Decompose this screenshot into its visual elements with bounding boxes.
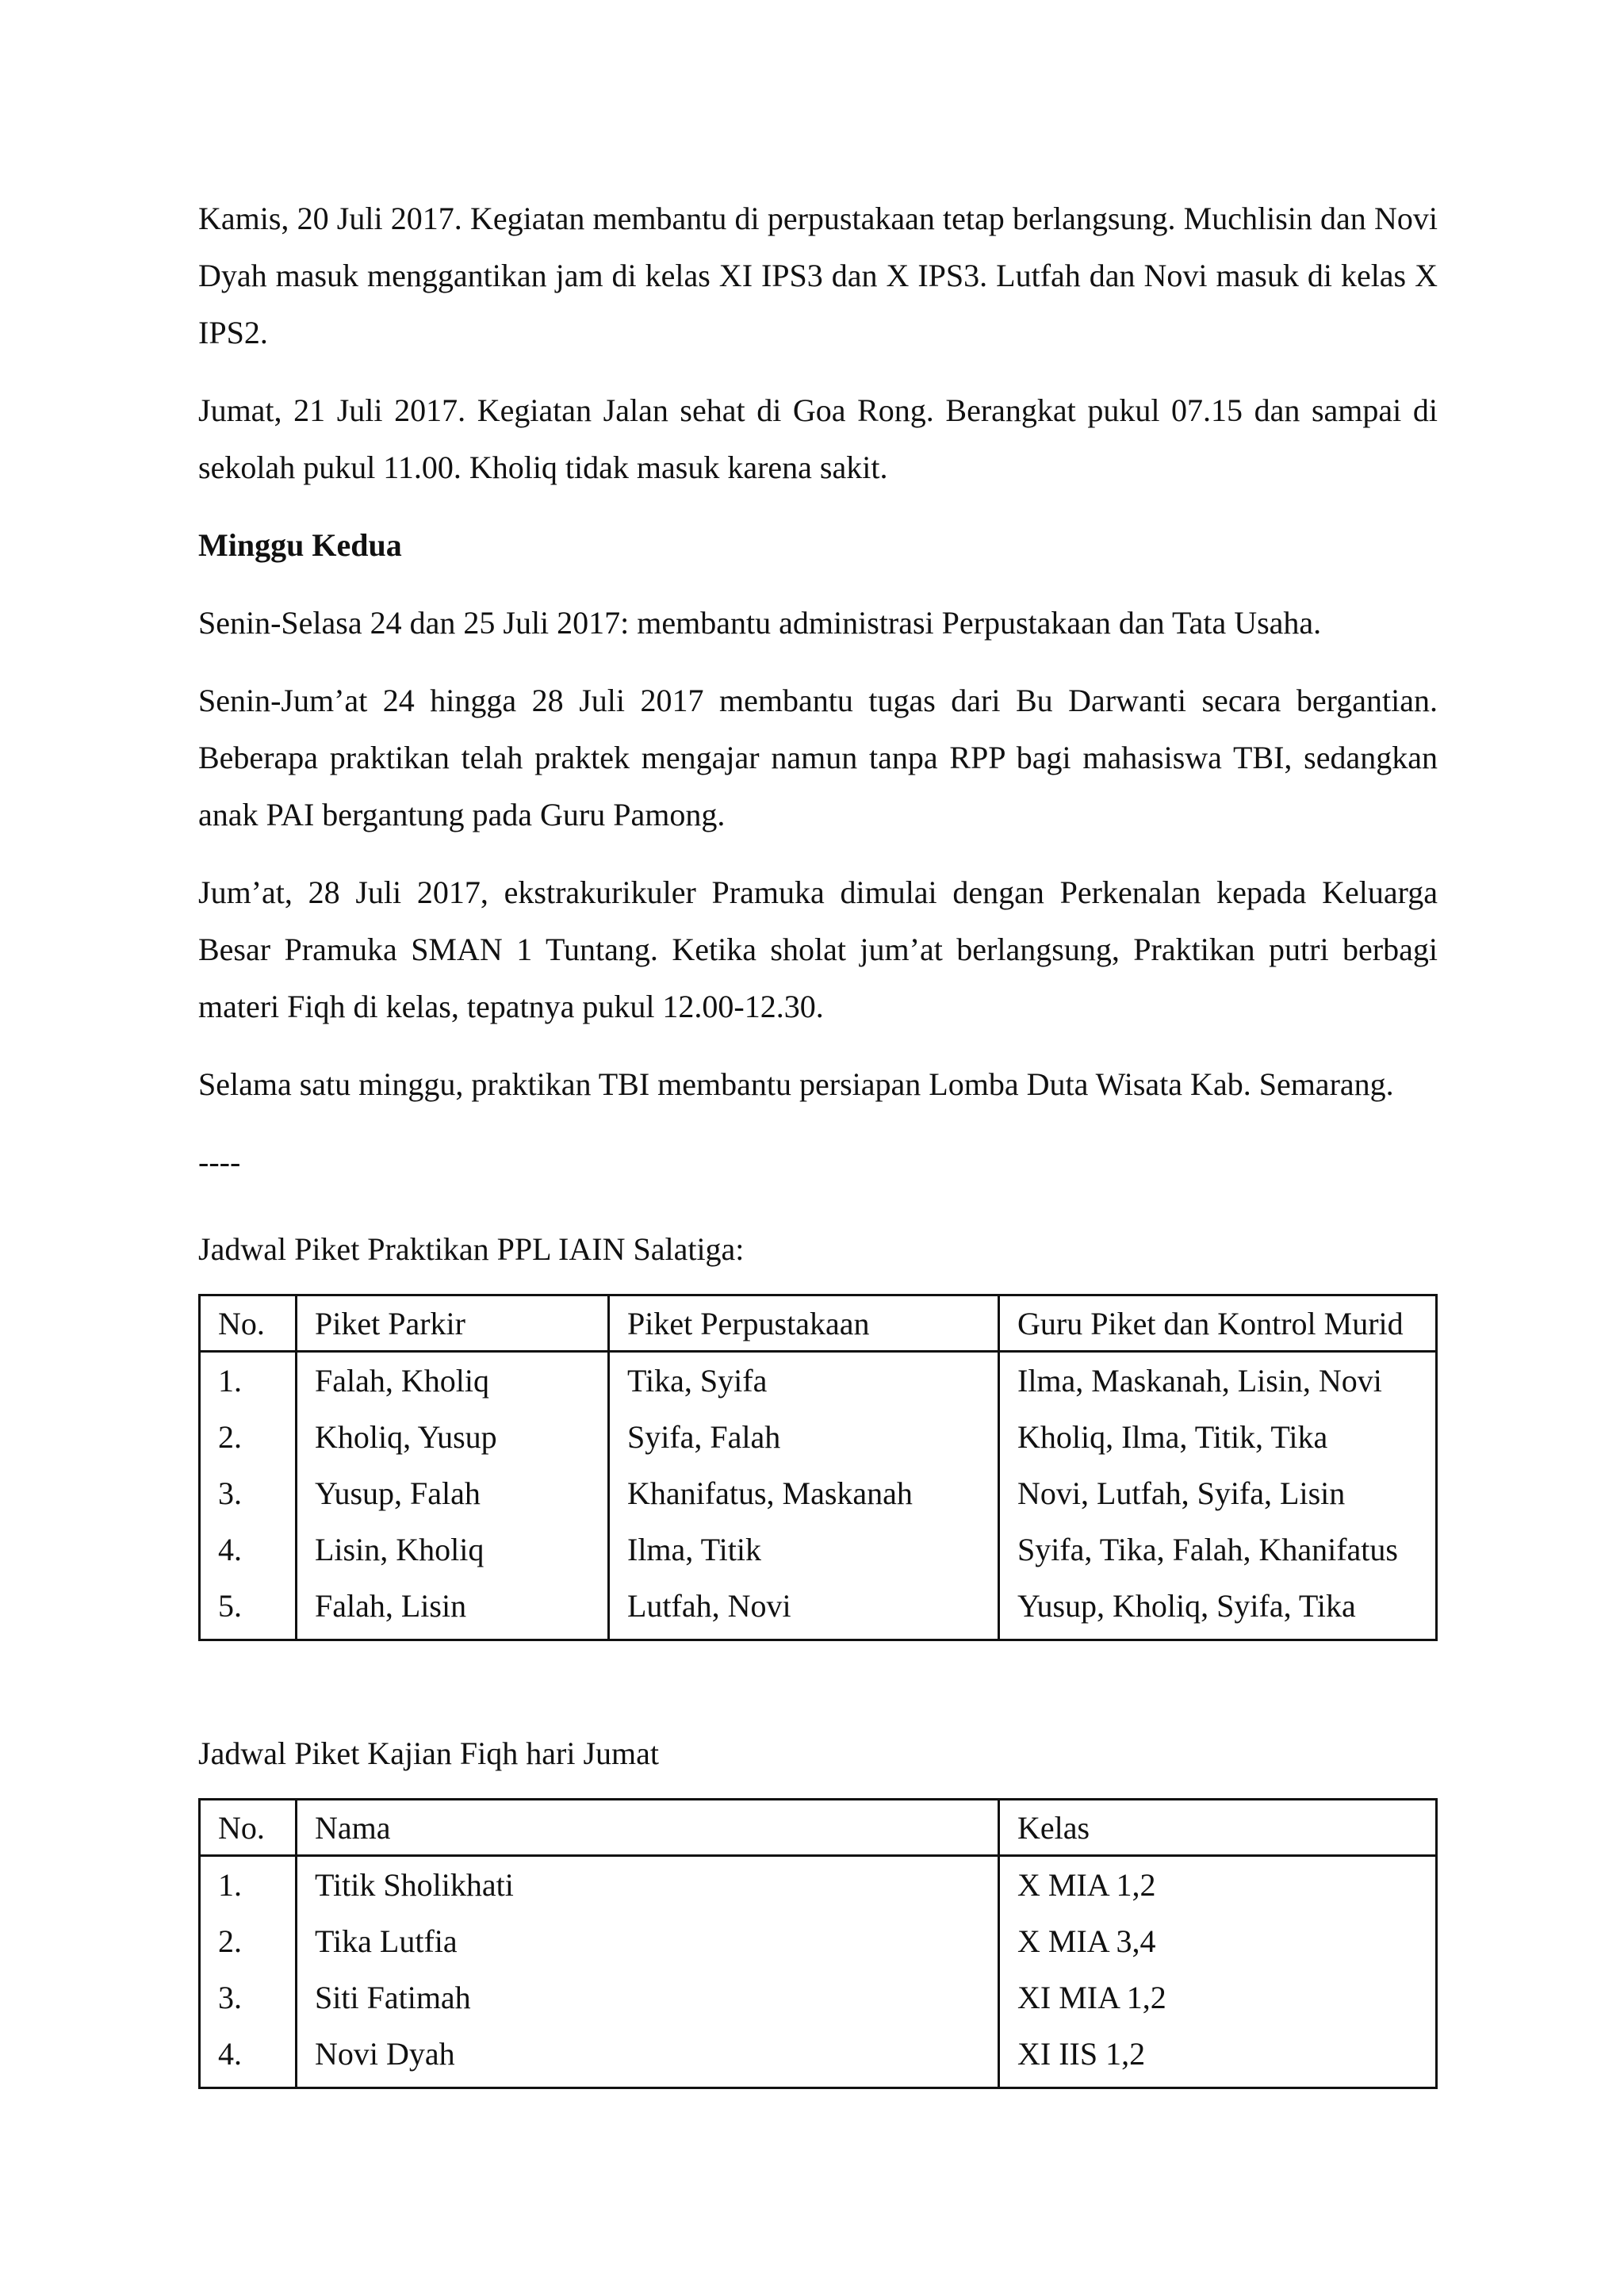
table-cell: Novi, Lutfah, Syifa, Lisin — [999, 1465, 1437, 1521]
paragraph-pramuka: Jum’at, 28 Juli 2017, ekstrakurikuler Pramuka dimulai dengan Perkenalan kepada Keluarga Besar Pramuka SMAN 1 Tuntang. Ketika sholat jum’at berlangsung, Praktikan putri berbagi materi Fiqh di kelas, tepatnya pukul 12.00-12.30. — [198, 874, 1438, 1024]
header-cell: No. — [200, 1800, 297, 1856]
table-header-row — [200, 1800, 1437, 1856]
table-cell: Yusup, Kholiq, Syifa, Tika — [999, 1578, 1437, 1640]
table-cell: 1. — [200, 1352, 297, 1410]
table-cell: Falah, Kholiq — [297, 1352, 609, 1410]
separator: ---- — [198, 1144, 241, 1180]
table-cell: X MIA 3,4 — [999, 1913, 1437, 1969]
table-cell: Siti Fatimah — [297, 1969, 999, 2026]
table-cell: Tika Lutfia — [297, 1913, 999, 1969]
table-cell: XI MIA 1,2 — [999, 1969, 1437, 2026]
table-row — [200, 1352, 1437, 1410]
table-row — [200, 1969, 1437, 2026]
paragraph-senin-selasa: Senin-Selasa 24 dan 25 Juli 2017: membantu administrasi Perpustakaan dan Tata Usaha. — [198, 605, 1322, 641]
table-row — [200, 2026, 1437, 2088]
table-cell: 4. — [200, 2026, 297, 2088]
table-row — [200, 1913, 1437, 1969]
document-page — [198, 190, 1438, 2089]
table-cell: 1. — [200, 1856, 297, 1914]
table-cell: 4. — [200, 1521, 297, 1578]
table-fiqh-caption: Jadwal Piket Kajian Fiqh hari Jumat — [198, 1735, 660, 1771]
table-cell: Falah, Lisin — [297, 1578, 609, 1640]
table-cell: Tika, Syifa — [609, 1352, 999, 1410]
table-fiqh — [198, 1798, 1438, 2089]
header-cell: Kelas — [999, 1800, 1437, 1856]
table-cell: Titik Sholikhati — [297, 1856, 999, 1914]
table-cell: X MIA 1,2 — [999, 1856, 1437, 1914]
header-cell: Nama — [297, 1800, 999, 1856]
table-cell: Kholiq, Ilma, Titik, Tika — [999, 1409, 1437, 1465]
table-cell: 3. — [200, 1969, 297, 2026]
table-header-row — [200, 1295, 1437, 1352]
table-cell: Syifa, Falah — [609, 1409, 999, 1465]
table-cell: Lutfah, Novi — [609, 1578, 999, 1640]
table-cell: 2. — [200, 1409, 297, 1465]
paragraph-kamis: Kamis, 20 Juli 2017. Kegiatan membantu di perpustakaan tetap berlangsung. Muchlisin dan Novi Dyah masuk menggantikan jam di kelas XI IPS3 dan X IPS3. Lutfah dan Novi masuk di kelas X IPS2. — [198, 201, 1438, 350]
header-cell: Piket Perpustakaan — [609, 1295, 999, 1352]
table-cell: Lisin, Kholiq — [297, 1521, 609, 1578]
table-cell: XI IIS 1,2 — [999, 2026, 1437, 2088]
table-cell: Syifa, Tika, Falah, Khanifatus — [999, 1521, 1437, 1578]
table-cell: 2. — [200, 1913, 297, 1969]
table-row — [200, 1409, 1437, 1465]
table-cell: 5. — [200, 1578, 297, 1640]
table-cell: Ilma, Maskanah, Lisin, Novi — [999, 1352, 1437, 1410]
header-cell: No. — [200, 1295, 297, 1352]
table-piket — [198, 1294, 1438, 1641]
paragraph-jumat: Jumat, 21 Juli 2017. Kegiatan Jalan sehat di Goa Rong. Berangkat pukul 07.15 dan sampai di sekolah pukul 11.00. Kholiq tidak masuk karena sakit. — [198, 392, 1438, 485]
section-heading: Minggu Kedua — [198, 527, 402, 563]
table-row — [200, 1578, 1437, 1640]
table-cell: Kholiq, Yusup — [297, 1409, 609, 1465]
paragraph-senin-jumat: Senin-Jum’at 24 hingga 28 Juli 2017 membantu tugas dari Bu Darwanti secara bergantian. Beberapa praktikan telah praktek mengajar namun tanpa RPP bagi mahasiswa TBI, sedangkan anak PAI bergantung pada Guru Pamong. — [198, 683, 1438, 832]
table-cell: Ilma, Titik — [609, 1521, 999, 1578]
table-cell: Khanifatus, Maskanah — [609, 1465, 999, 1521]
paragraph-selama: Selama satu minggu, praktikan TBI membantu persiapan Lomba Duta Wisata Kab. Semarang. — [198, 1066, 1394, 1102]
table-piket-caption: Jadwal Piket Praktikan PPL IAIN Salatiga: — [198, 1231, 745, 1267]
table-row — [200, 1521, 1437, 1578]
header-cell: Guru Piket dan Kontrol Murid — [999, 1295, 1437, 1352]
table-cell: 3. — [200, 1465, 297, 1521]
table-row — [200, 1856, 1437, 1914]
table-row — [200, 1465, 1437, 1521]
header-cell: Piket Parkir — [297, 1295, 609, 1352]
table-cell: Yusup, Falah — [297, 1465, 609, 1521]
table-cell: Novi Dyah — [297, 2026, 999, 2088]
